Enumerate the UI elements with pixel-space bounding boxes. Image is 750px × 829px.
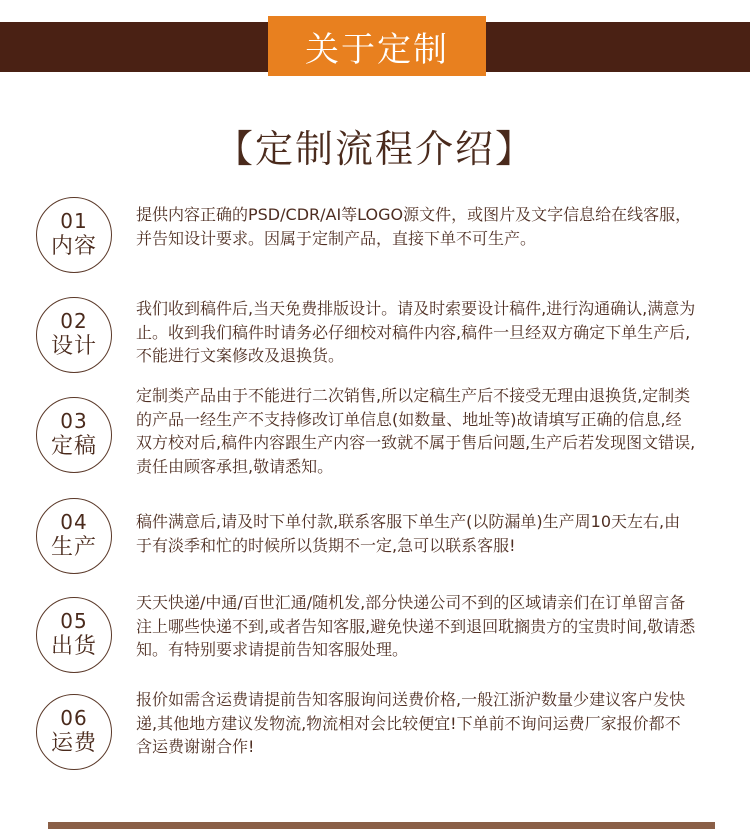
step-number: 02 [60,309,88,333]
section-subtitle: 【定制流程介绍】 [214,127,535,171]
step-badge [36,297,112,373]
step-description: 提供内容正确的PSD/CDR/AI等LOGO源文件，或图片及文字信息给在线客服，并告知设计要求。因属于定制产品，直接下单不可生产。 [136,205,692,248]
step-number: 01 [60,209,88,233]
step-description: 天天快递/中通/百世汇通/随机发,部分快递公司不到的区域请亲们在订单留言备注上哪些快递不到,或者告知客服,避免快递不到退回耽搁贵方的宝贵时间,敬请悉知。有特别要求请提前告知客服处理。 [136,593,696,659]
step-description: 报价如需含运费请提前告知客服询问送费价格,一般江浙沪数量少建议客户发快递,其他地方建议发物流,物流相对会比较便宜!下单前不询问运费厂家报价都不含运费谢谢合作! [136,690,686,756]
step-number: 05 [60,609,88,633]
step-number: 06 [60,706,88,730]
step-label: 内容 [50,234,97,259]
step-badge [36,197,112,273]
step-label: 出货 [50,634,97,659]
step-badge [36,597,112,673]
step-description: 我们收到稿件后,当天免费排版设计。请及时索要设计稿件,进行沟通确认,满意为止。收到我们稿件时请务必仔细校对稿件内容,稿件一旦经双方确定下单生产后,不能进行文案修改及退换货。 [136,299,696,365]
step-badge [36,694,112,770]
step-badge [36,498,112,574]
step-label: 运费 [50,731,97,756]
step-label: 生产 [50,535,97,560]
footer-band [48,822,715,829]
step-number: 03 [60,409,88,433]
step-description: 定制类产品由于不能进行二次销售,所以定稿生产后不接受无理由退换货,定制类的产品一经生产不支持修改订单信息(如数量、地址等)故请填写正确的信息,经双方校对后,稿件内容跟生产内容一致就不属于售后问题,生产后若发现图文错误,责任由顾客承担,敬请悉知。 [136,386,696,476]
step-number: 04 [60,510,88,534]
step-badge [36,397,112,473]
step-label: 定稿 [50,434,97,459]
step-description: 稿件满意后,请及时下单付款,联系客服下单生产(以防漏单)生产周10天左右,由于有淡季和忙的时候所以货期不一定,急可以联系客服! [136,512,681,555]
step-label: 设计 [50,334,97,359]
page-title: 关于定制 [268,16,486,76]
